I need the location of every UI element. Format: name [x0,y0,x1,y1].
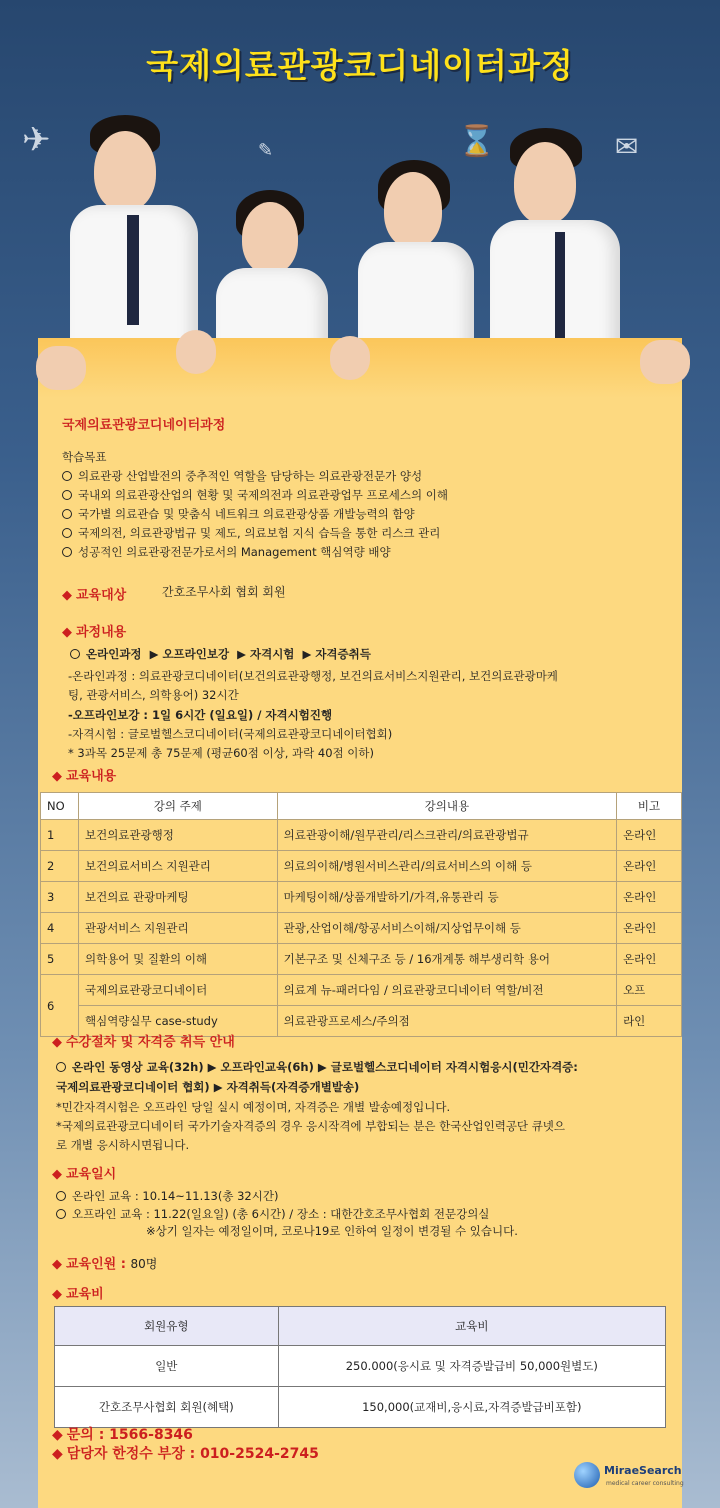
capacity-line: ◆ 교육인원 : 80명 [52,1257,158,1272]
table-cell: 4 [41,913,79,944]
table-cell: 2 [41,851,79,882]
table-cell: 보건의료관광행정 [78,820,277,851]
schedule-offline: 오프라인 교육 : 11.22(일요일) (총 6시간) / 장소 : 대한간호조무사협회 전문강의실 [56,1205,489,1225]
table-row [41,913,682,944]
schedule-online: 온라인 교육 : 10.14~11.13(총 32시간) [56,1187,278,1207]
table-row [41,882,682,913]
diamond-bullet-icon: ◆ [52,1446,63,1462]
table-cell: 250.000(응시료 및 자격증발급비 50,000원별도) [278,1346,665,1387]
target-heading: ◆ 교육대상 [62,588,127,603]
circle-bullet-icon [62,528,72,538]
hand-left [36,346,86,390]
table-cell: 관광,산업이해/항공서비스이해/지상업무이해 등 [277,913,616,944]
course-name: 국제의료관광코디네이터과정 [62,418,226,433]
table-cell: 6 [41,975,79,1037]
diamond-bullet-icon: ◆ [52,1035,62,1050]
miraesearch-logo: MiraeSearch medical career consulting [574,1460,684,1494]
table-cell: 온라인 [617,820,682,851]
schedule-note: ※상기 일자는 예정일이며, 코로나19로 인하여 일정이 변경될 수 있습니다. [146,1224,518,1238]
table-cell: 국제의료관광코디네이터 [78,975,277,1006]
table-cell: 150,000(교재비,응시료,자격증발급비포함) [278,1387,665,1428]
process-line: -온라인과정 : 의료관광코디네이터(보건의료관광행정, 보건의료서비스지원관리, 보건의료관광마케 [68,669,558,683]
page-title: 국제의료관광코디네이터과정 [146,46,574,85]
table-cell: 1 [41,820,79,851]
table-row [55,1387,666,1428]
table-row [41,851,682,882]
globe-icon [574,1462,600,1488]
circle-bullet-icon [62,547,72,557]
table-cell: 오프 [617,975,682,1006]
table-header-row [55,1307,666,1346]
diamond-bullet-icon: ◆ [52,1287,62,1302]
airplane-icon: ✈ [22,120,51,160]
diamond-bullet-icon: ◆ [52,1257,62,1272]
diamond-bullet-icon: ◆ [52,1427,63,1443]
goals-heading: 학습목표 [62,450,107,464]
curriculum-table [40,792,682,1037]
curriculum-heading: ◆ 교육내용 [52,769,117,784]
target-value: 간호조무사회 협회 회원 [162,585,286,599]
circle-bullet-icon [56,1191,66,1201]
hand-right [640,340,690,384]
table-row [41,820,682,851]
procedure-heading: ◆ 수강절차 및 자격증 취득 안내 [52,1035,235,1050]
hourglass-bubble-icon: ⌛ [458,124,496,159]
process-line: -자격시험 : 글로벌헬스코디네이터(국제의료관광코디네이터협회) [68,727,393,741]
table-row [55,1346,666,1387]
table-cell: 간호조무사협회 회원(혜택) [55,1387,279,1428]
column-header: NO [41,793,79,820]
goal-item: 국제의전, 의료관광법규 및 제도, 의료보험 지식 습득을 통한 리스크 관리 [62,524,440,544]
arrow-right-icon: ▶ [237,647,246,661]
hand-2 [176,330,216,374]
diamond-bullet-icon: ◆ [62,588,72,603]
column-header: 강의내용 [277,793,616,820]
circle-bullet-icon [70,649,80,659]
table-cell: 의료계 뉴-패러다임 / 의료관광코디네이터 역할/비전 [277,975,616,1006]
process-line: -오프라인보강 : 1일 6시간 (일요일) / 자격시험진행 [68,708,333,722]
process-line: * 3과목 25문제 총 75문제 (평균60점 이상, 과락 40점 이하) [68,746,374,760]
arrow-right-icon: ▶ [302,647,312,661]
table-cell: 온라인 [617,913,682,944]
goal-item: 의료관광 산업발전의 중추적인 역할을 담당하는 의료관광전문가 양성 [62,467,422,487]
arrow-right-icon: ▶ [207,1060,217,1074]
table-cell: 의료관광프로세스/주의점 [277,1006,616,1037]
table-cell: 마케팅이해/상품개발하기/가격,유통관리 등 [277,882,616,913]
table-cell: 보건의료서비스 지원관리 [78,851,277,882]
table-header-row [41,793,682,820]
procedure-note: 로 개별 응시하시면됩니다. [56,1138,190,1152]
table-cell: 의학용어 및 질환의 이해 [78,944,277,975]
column-header: 교육비 [278,1307,665,1346]
table-cell: 온라인 [617,851,682,882]
circle-bullet-icon [62,509,72,519]
table-cell: 관광서비스 지원관리 [78,913,277,944]
process-line: 팅, 관광서비스, 의학용어) 32시간 [68,688,239,702]
contact-manager: ◆ 담당자 한정수 부장 : 010-2524-2745 [52,1446,319,1462]
procedure-note: *국제의료관광코디네이터 국가기술자격증의 경우 응시작격에 부합되는 분은 한국산업인력공단 큐넷으 [56,1119,566,1133]
schedule-heading: ◆ 교육일시 [52,1167,117,1182]
idea-doodle-icon: ✎ [258,140,274,161]
goal-item: 국가별 의료관습 및 맞춤식 네트워크 의료관광상품 개발능력의 함양 [62,505,415,525]
circle-bullet-icon [56,1062,66,1072]
column-header: 회원유형 [55,1307,279,1346]
process-flow: 온라인과정 ▶ 오프라인보강 ▶ 자격시험 ▶ 자격증취득 [70,645,371,665]
goal-item: 성공적인 의료관광전문가로서의 Management 핵심역량 배양 [62,543,391,563]
table-cell: 일반 [55,1346,279,1387]
hand-3 [330,336,370,380]
table-cell: 라인 [617,1006,682,1037]
table-cell: 의료의이해/병원서비스관리/의료서비스의 이해 등 [277,851,616,882]
arrow-right-icon: ▶ [317,1060,327,1074]
circle-bullet-icon [56,1209,66,1219]
table-cell: 온라인 [617,882,682,913]
column-header: 강의 주제 [78,793,277,820]
table-row [41,944,682,975]
papers-icon: ✉ [615,130,639,163]
arrow-right-icon: ▶ [213,1080,223,1094]
fee-heading: ◆ 교육비 [52,1287,104,1302]
procedure-note: *민간자격시험은 오프라인 당일 실시 예정이며, 자격증은 개별 발송예정입니다. [56,1100,451,1114]
table-cell: 3 [41,882,79,913]
procedure-flow-line1: 온라인 동영상 교육(32h) ▶ 오프라인교육(6h) ▶ 글로벌헬스코디네이터 자격시험응시(민간자격증: [56,1058,578,1078]
circle-bullet-icon [62,471,72,481]
arrow-right-icon: ▶ [149,647,159,661]
column-header: 비고 [617,793,682,820]
contact-inquiry: ◆ 문의 : 1566-8346 [52,1427,193,1443]
fee-table [54,1306,666,1428]
table-cell: 5 [41,944,79,975]
table-cell: 온라인 [617,944,682,975]
table-cell: 보건의료 관광마케팅 [78,882,277,913]
table-cell: 기본구조 및 신체구조 등 / 16개계통 해부생리학 용어 [277,944,616,975]
process-heading: ◆ 과정내용 [62,625,127,640]
circle-bullet-icon [62,490,72,500]
diamond-bullet-icon: ◆ [52,1167,62,1182]
table-cell: 핵심역량실무 case-study [78,1006,277,1037]
diamond-bullet-icon: ◆ [52,769,62,784]
procedure-flow-line2: 국제의료관광코디네이터 협회) ▶ 자격취득(자격증개별발송) [56,1080,360,1094]
table-cell: 의료관광이해/원무관리/리스크관리/의료관광법규 [277,820,616,851]
diamond-bullet-icon: ◆ [62,625,72,640]
table-row [41,975,682,1006]
goal-item: 국내외 의료관광산업의 현황 및 국제의전과 의료관광업무 프로세스의 이해 [62,486,448,506]
